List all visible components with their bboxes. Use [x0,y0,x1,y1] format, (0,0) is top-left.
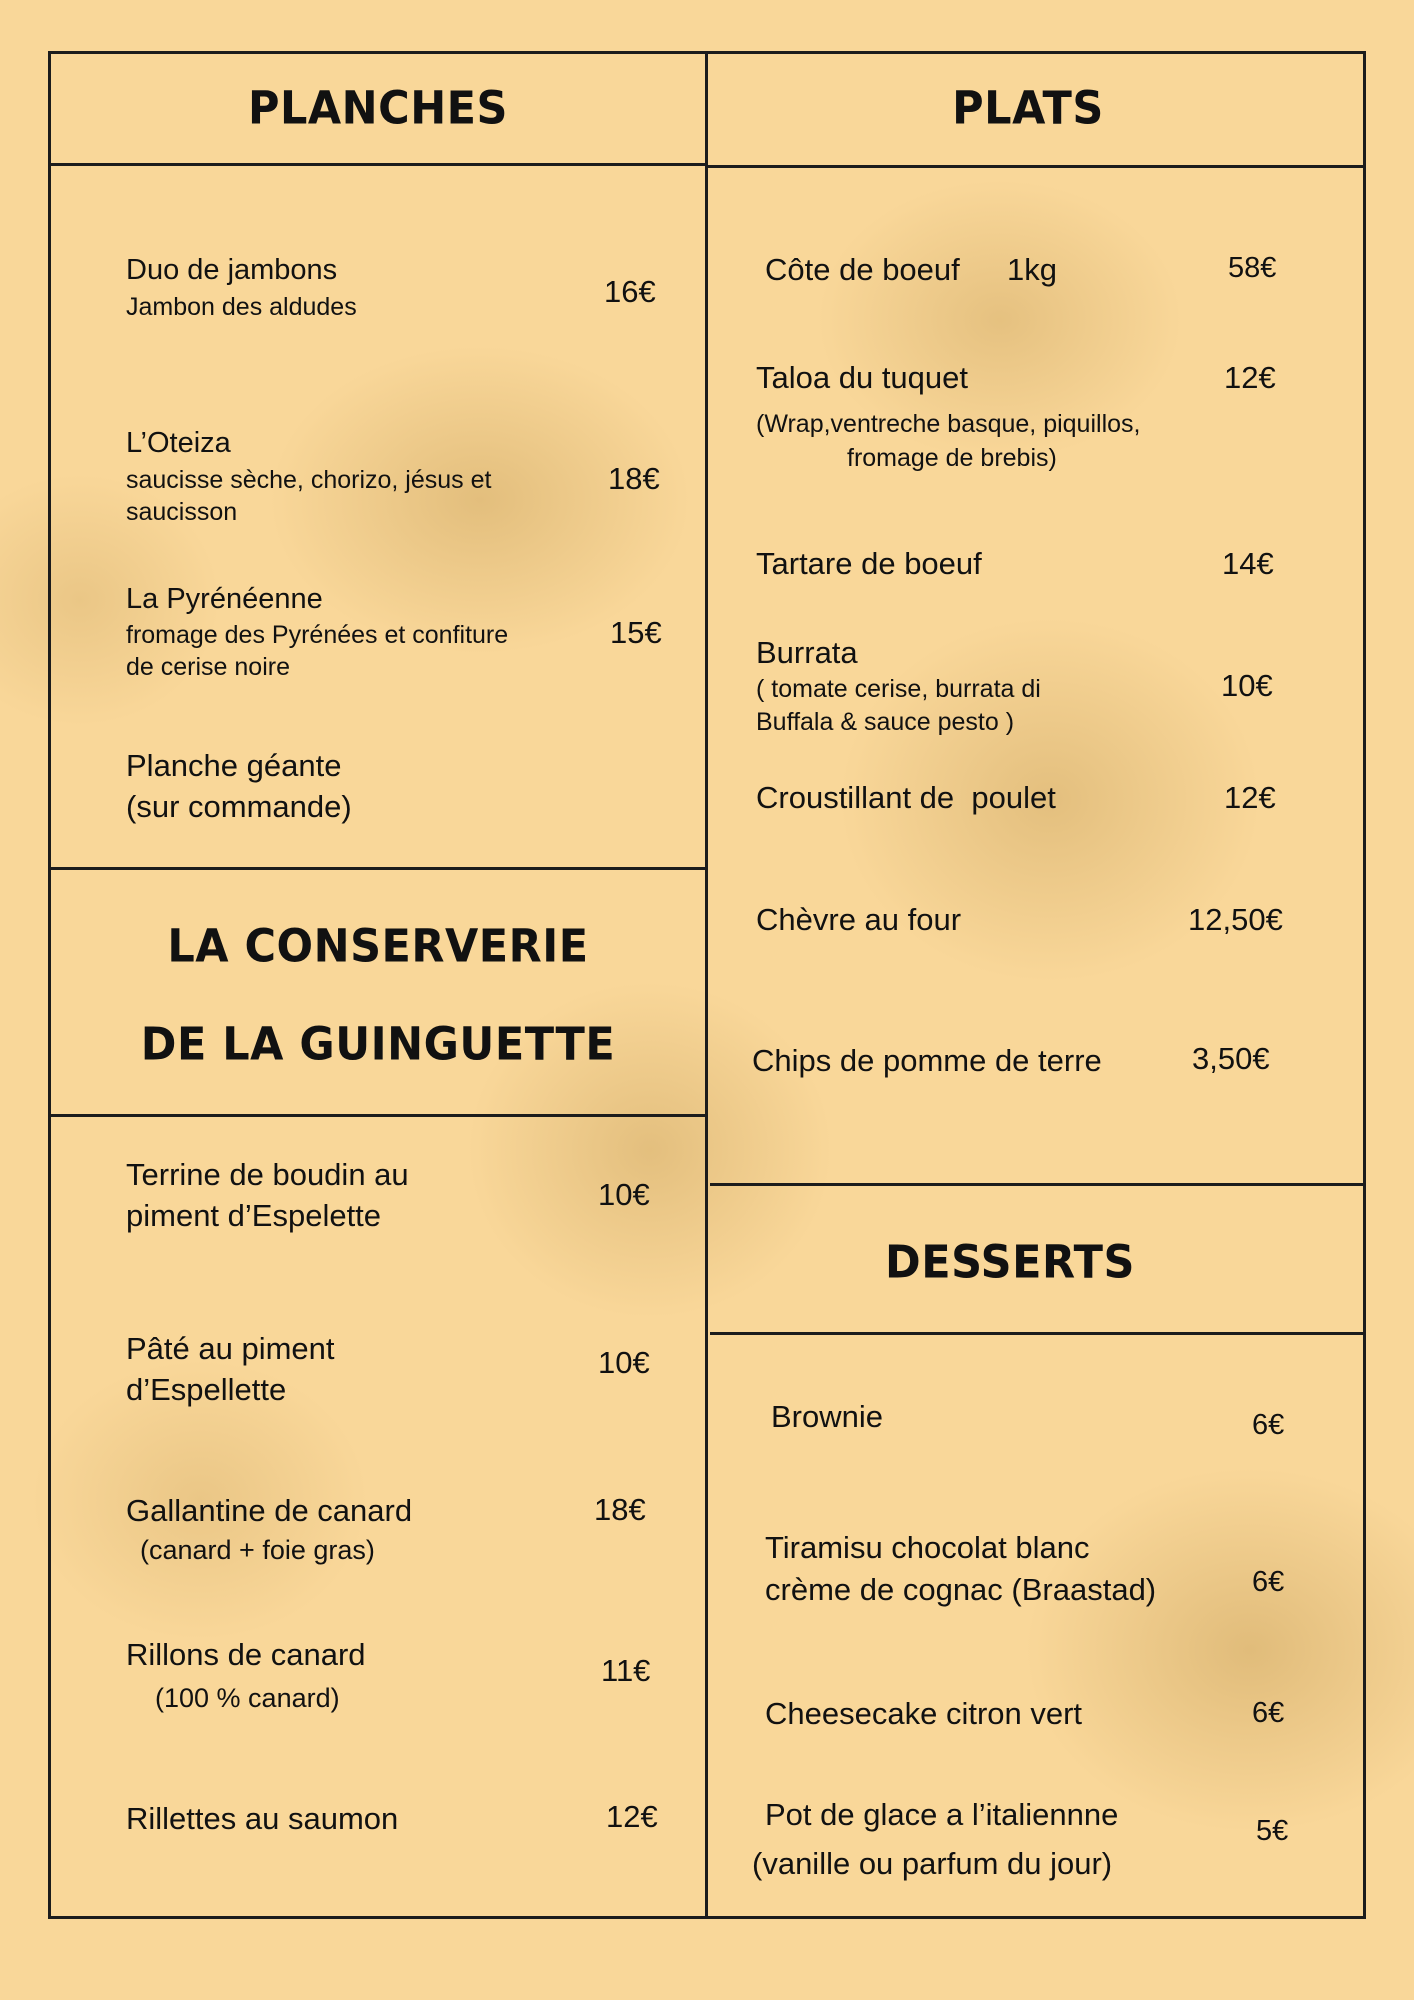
item-price: 12,50€ [1188,902,1283,937]
item-desc: saucisse sèche, chorizo, jésus et [126,466,492,494]
item-price: 6€ [1252,1566,1285,1598]
item-name: piment d’Espelette [126,1198,382,1233]
desserts-bottom-divider [710,1332,1366,1335]
item-price: 10€ [598,1177,650,1212]
item-name: Chèvre au four [756,902,962,937]
item-name: d’Espellette [126,1372,287,1407]
item-name: Burrata [756,635,858,670]
conserverie-top-divider [48,867,708,870]
item-price: 15€ [610,615,662,650]
item-name: Duo de jambons [126,254,338,286]
item-name: L’Oteiza [126,427,231,459]
item-price: 14€ [1222,546,1274,581]
item-desc: saucisson [126,498,238,526]
item-desc: (100 % canard) [155,1683,340,1713]
plats-header-divider [705,165,1363,168]
item-price: 58€ [1228,252,1277,284]
item-price: 6€ [1252,1697,1285,1729]
frame-right-border [1363,51,1366,1919]
item-name: Côte de boeuf [765,252,960,287]
item-name: Gallantine de canard [126,1493,413,1528]
conserverie-bottom-divider [48,1114,708,1117]
item-name: Pâté au piment [126,1331,335,1366]
item-desc: (canard + foie gras) [140,1535,375,1565]
plats-title: PLATS [952,82,1104,136]
item-price: 18€ [594,1492,646,1527]
frame-left-border [48,51,51,1919]
conserverie-title-line1: LA CONSERVERIE [167,920,589,974]
item-desc: (Wrap,ventreche basque, piquillos, [756,410,1141,438]
item-desc: Buffala & sauce pesto ) [756,708,1015,736]
item-name: Tartare de boeuf [756,546,982,581]
item-price: 6€ [1252,1409,1285,1441]
conserverie-title-line2: DE LA GUINGUETTE [140,1018,616,1072]
item-desc: fromage de brebis) [847,444,1057,472]
item-name: Croustillant de poulet [756,780,1056,815]
item-name: Planche géante [126,748,342,783]
planches-title: PLANCHES [247,82,509,136]
item-name: Brownie [771,1399,883,1434]
item-name: crème de cognac (Braastad) [765,1572,1157,1607]
item-price: 10€ [1221,668,1273,703]
item-name: (vanille ou parfum du jour) [752,1846,1113,1881]
item-name: Pot de glace a l’italiennne [765,1797,1119,1832]
item-price: 12€ [1224,360,1276,395]
item-desc: ( tomate cerise, burrata di [756,675,1041,703]
item-price: 5€ [1256,1815,1289,1847]
item-price: 16€ [604,274,656,309]
item-price: 18€ [608,461,660,496]
item-price: 11€ [601,1653,651,1688]
item-name: (sur commande) [126,789,352,824]
desserts-title: DESSERTS [885,1236,1135,1290]
item-price: 12€ [606,1799,658,1834]
item-qty: 1kg [1007,252,1057,287]
item-name: Taloa du tuquet [756,360,969,395]
planches-header-divider [48,163,708,166]
item-price: 10€ [598,1345,650,1380]
item-name: Rillons de canard [126,1637,366,1672]
item-name: Tiramisu chocolat blanc [765,1530,1090,1565]
item-desc: fromage des Pyrénées et confiture [126,621,509,649]
item-name: Chips de pomme de terre [752,1043,1102,1078]
item-name: Cheesecake citron vert [765,1696,1083,1731]
item-desc: de cerise noire [126,653,290,681]
item-name: La Pyrénéenne [126,583,323,615]
item-desc: Jambon des aldudes [126,293,357,321]
desserts-top-divider [710,1183,1366,1186]
item-price: 12€ [1224,780,1276,815]
item-name: Terrine de boudin au [126,1157,409,1192]
column-divider [705,51,708,1919]
item-price: 3,50€ [1192,1041,1270,1076]
item-name: Rillettes au saumon [126,1801,399,1836]
